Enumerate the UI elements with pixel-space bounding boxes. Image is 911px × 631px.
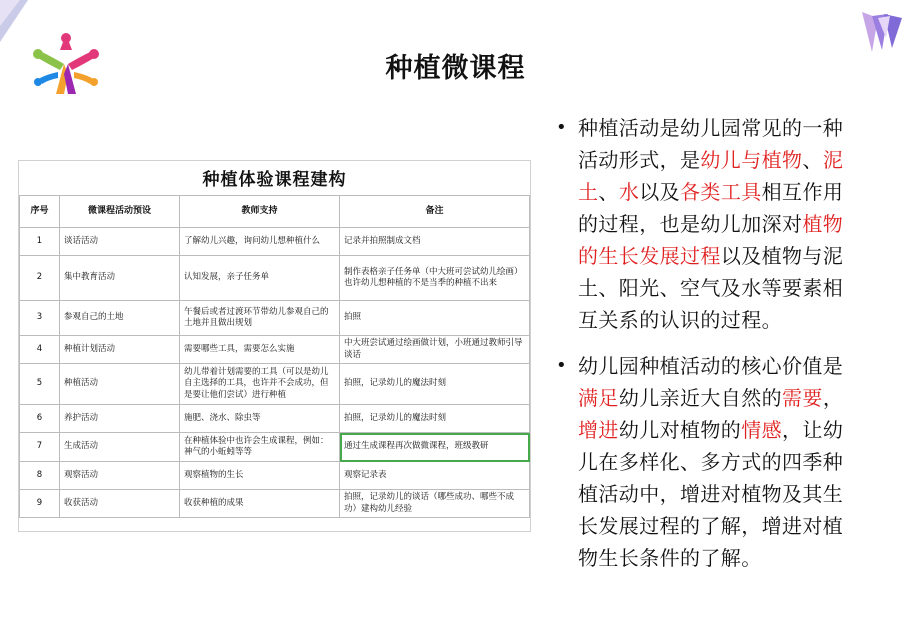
cell-num: 7 [20,433,60,462]
cell-support: 观察植物的生长 [180,462,340,490]
cell-activity: 集中教育活动 [60,256,180,301]
table-row [20,301,530,336]
table-row [20,228,530,256]
header-activity: 微课程活动预设 [60,196,180,228]
table-title: 种植体验课程建构 [202,170,347,190]
cell-support: 需要哪些工具，需要怎么实施 [180,336,340,364]
bullet-dot-icon: • [556,355,567,376]
text-run: 幼儿对植物的 [618,418,742,442]
curriculum-table-image [18,160,531,532]
cell-num: 1 [20,228,60,256]
text-run: 相互作用的过程，也是幼儿加深对 [578,180,844,236]
bullet-item-2 [556,350,856,574]
highlight-run: 需要 [782,386,823,410]
text-run: ， [822,386,844,410]
header-num: 序号 [20,196,60,228]
text-run: 种植活动是幼儿园常见的一种活动形式，是 [578,116,844,172]
corner-decoration-inner [0,0,20,26]
cell-note: 观察记录表 [340,462,530,490]
bullet-text-2 [578,350,856,574]
cell-activity: 参观自己的土地 [60,301,180,336]
cell-activity: 生成活动 [60,433,180,462]
cell-note: 记录并拍照制成文档 [340,228,530,256]
highlight-run: 增进 [578,418,619,442]
text-run: 以及植物与泥土、阳光、空气及水等要素相互关系的认识的过程。 [578,244,844,332]
cell-activity: 养护活动 [60,405,180,433]
table-row [20,462,530,490]
bullet-text-1 [578,112,856,336]
cell-support: 在种植体验中也许会生成课程，例如：神气的小蚯蚓等等 [180,433,340,462]
table-row [20,490,530,518]
highlight-run: 水 [618,180,640,204]
table-row [20,364,530,405]
cell-support: 施肥、浇水、除虫等 [180,405,340,433]
cell-note-highlighted: 通过生成课程再次做微课程，班级教研 [340,433,530,462]
text-run: 幼儿园种植活动的核心价值是 [578,354,844,378]
cell-support: 午餐后或者过渡环节带幼儿参观自己的土地并且做出规划 [180,301,340,336]
table-row [20,405,530,433]
cell-support: 收获种植的成果 [180,490,340,518]
highlight-run: 泥土 [578,148,844,204]
highlight-run: 植物的生长发展过程 [578,212,844,268]
text-run: 、 [802,148,823,172]
cell-note: 制作表格亲子任务单（中大班可尝试幼儿绘画）也许幼儿想种植的不是当季的种植不出来 [340,256,530,301]
cell-activity: 种植活动 [60,364,180,405]
text-run: ，让幼儿在多样化、多方式的四季种植活动中，增进对植物及其生长发展过程的了解，增进对植物生长条件的了解。 [578,418,844,570]
highlight-run: 情感 [741,418,783,442]
header-support: 教师支持 [180,196,340,228]
curriculum-table [19,195,530,518]
cell-support: 认知发展，亲子任务单 [180,256,340,301]
text-run: 以及 [639,180,681,204]
cell-num: 4 [20,336,60,364]
cell-activity: 观察活动 [60,462,180,490]
highlight-run: 幼儿与植物 [700,148,803,172]
table-row [20,336,530,364]
cell-num: 3 [20,301,60,336]
cell-note: 拍照，记录幼儿的魔法时刻 [340,405,530,433]
cell-support: 幼儿带着计划需要的工具（可以是幼儿自主选择的工具，也许并不会成功，但是要让他们尝试）进行种植 [180,364,340,405]
cell-note: 中大班尝试通过绘画做计划，小班通过教师引导谈话 [340,336,530,364]
highlight-run: 满足 [578,386,619,410]
cell-note: 拍照 [340,301,530,336]
bullet-list [556,112,856,588]
cell-num: 2 [20,256,60,301]
header-note: 备注 [340,196,530,228]
cell-note: 拍照，记录幼儿的谈话（哪些成功、哪些不成功）建构幼儿经验 [340,490,530,518]
text-run: 幼儿亲近大自然的 [618,386,783,410]
table-row [20,256,530,301]
cell-num: 8 [20,462,60,490]
cell-num: 5 [20,364,60,405]
cell-support: 了解幼儿兴趣，询问幼儿想种植什么 [180,228,340,256]
cell-note: 拍照，记录幼儿的魔法时刻 [340,364,530,405]
cell-num: 9 [20,490,60,518]
cell-activity: 种植计划活动 [60,336,180,364]
cell-num: 6 [20,405,60,433]
highlight-run: 各类工具 [680,180,762,204]
bullet-item-1 [556,112,856,336]
cell-activity: 收获活动 [60,490,180,518]
bullet-dot-icon: • [556,117,567,138]
table-row [20,433,530,462]
text-run: 、 [598,180,619,204]
page-title: 种植微课程 [385,53,526,84]
cell-activity: 谈话活动 [60,228,180,256]
table-header-row [20,196,530,228]
